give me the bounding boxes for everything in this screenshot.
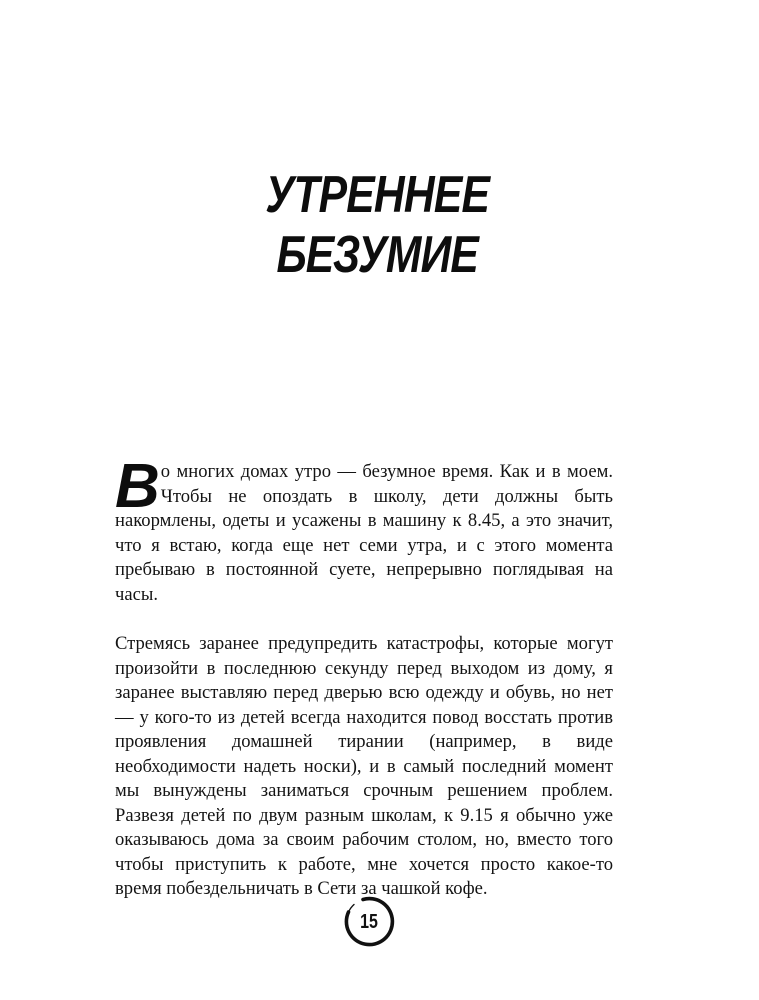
paragraph-1 [115,452,613,607]
page-number: 15 [360,911,378,933]
chapter-title-line-1: УТРЕННЕЕ [265,165,490,224]
drop-cap: В [115,452,160,521]
paragraph-2: Стремясь заранее предупредить катастрофы, которые могут произойти в последнюю секунду перед выходом из дому, я заранее выставляю перед дверью всю одежду и обувь, но нет — у кого-то из детей всегда находится повод восстать против проявления домашней тирании (например, в виде необходимости надеть носки), и в самый последний момент мы вынуждены заниматься срочным решением проблем. Развезя детей по двум разным школам, к 9.15 я обычно уже оказываюсь дома за своим рабочим столом, но, вместо того чтобы приступить к работе, мне хочется просто какое-то время побездельничать в Сети за чашкой кофе. [115,633,613,899]
page-number-badge [339,892,399,952]
paragraph-1-text: о многих домах утро — безумное время. Как и в моем. Чтобы не опоздать в школу, дети должны быть накормлены, одеты и усажены в машину к 8.45, а это значит, что я встаю, когда еще нет семи утра, и с этого момента пребываю в постоянной суете, непрерывно поглядывая на часы. [115,461,613,605]
chapter-title [66,165,688,285]
chapter-title-line-2: БЕЗУМИЕ [276,225,479,284]
chapter-body [115,452,613,902]
